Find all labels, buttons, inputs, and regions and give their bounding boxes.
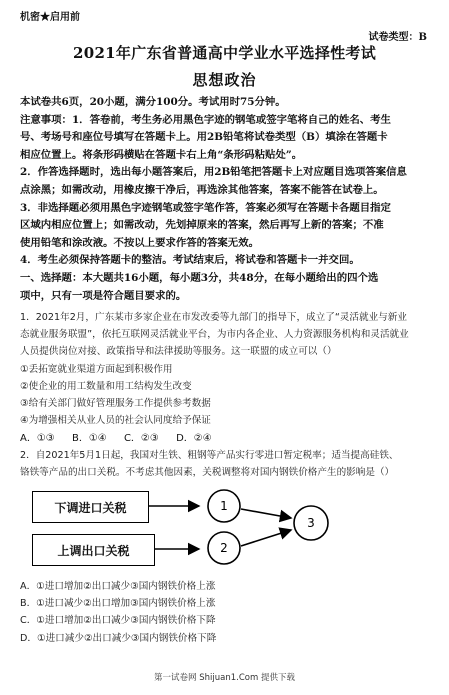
confidential-label: 机密★启用前 — [20, 12, 80, 23]
q1-item-1: ①丢拓宽就业渠道方面起到积极作用 — [20, 363, 173, 375]
note-1-line-1: 注意事项：1．答卷前，考生务必用黑色字迹的钢笔或签字笔将自己的姓名、考生 — [20, 113, 391, 126]
q1-item-3: ③给有关部门做好管理服务工作提供参考数据 — [20, 398, 211, 410]
arrow-circle2-to-circle3 — [241, 530, 291, 546]
q1-stem-line-1: 1．2021年2月，广东某市多家企业在市发改委等九部门的指导下，成立了“灵活就业与新业 — [20, 312, 407, 323]
q1-option-d[interactable]: D．②④ — [176, 433, 212, 444]
circle-3-label: 3 — [307, 516, 315, 530]
subject-title: 思想政治 — [192, 71, 257, 89]
note-3-line-2: 区域内相应位置上；如需改动，先划掉原来的答案，然后再写上新的答案；不准 — [20, 219, 384, 232]
arrow-circle1-to-circle3 — [241, 509, 291, 518]
box-raise-export-tariff: 上调出口关税 — [32, 534, 155, 566]
q2-option-a[interactable]: A．①进口增加②出口减少③国内钢铁价格上涨 — [20, 581, 216, 592]
q2-options — [20, 578, 432, 647]
note-2-line-2: 点涂黑；如需改动，用橡皮擦干净后，再选涂其他答案，答案不能答在试卷上。 — [20, 183, 384, 196]
q1-option-a[interactable]: A．①③ — [20, 433, 55, 444]
q2-option-c[interactable]: C．①进口增加②出口减少③国内钢铁价格下降 — [20, 615, 216, 627]
note-4-line-1: 4．考生必须保持答题卡的整洁。考试结束后，将试卷和答题卡一并交回。 — [20, 254, 360, 267]
note-1-line-2: 号、考场号和座位号填写在答题卡上。用2B铅笔将试卷类型（B）填涂在答题卡 — [20, 131, 388, 144]
note-2-line-1: 2．作答选择题时，选出每小题答案后，用2B铅笔把答题卡上对应题目选项答案信息 — [20, 166, 407, 179]
circle-1-label: 1 — [220, 499, 228, 513]
section-heading-line-1: 一、选择题：本大题共16小题，每小题3分，共48分，在每小题给出的四个选 — [20, 271, 379, 284]
q2-option-d[interactable]: D．①进口减少②出口减少③国内钢铁价格下降 — [20, 632, 217, 644]
q2-stem-line-1: 2．自2021年5月1日起，我国对生铁、粗钢等产品实行零进口暂定税率；适当提高硅铁、 — [20, 450, 399, 461]
q1-option-c[interactable]: C．②③ — [123, 433, 159, 444]
q1-item-4: ④为增强相关从业人员的社会认同度给予保证 — [20, 415, 211, 427]
q1-stem-line-3: 人员提供岗位对接、政策指导和法律援助等服务。这一联盟的成立可以（） — [20, 346, 337, 358]
q1-stem-line-2: 态就业服务联盟”，依托互联网灵活就业平台，为市内各企业、人力资源服务机构和灵活就业 — [20, 329, 409, 341]
section-heading-line-2: 项中，只有一项是符合题目要求的。 — [20, 289, 187, 302]
q1-item-2: ②使企业的用工数量和用工结构发生改变 — [20, 380, 192, 392]
intro-line: 本试卷共6页，20小题，满分100分。考试用时75分钟。 — [20, 96, 286, 108]
q2-stem-line-2: 铬铁等产品的出口关税。不考虑其他因素，关税调整将对国内钢铁价格产生的影响是（） — [20, 467, 395, 479]
paper-type-label: 试卷类型：B — [368, 32, 427, 43]
q2-option-b[interactable]: B．①进口减少②出口增加③国内钢铁价格上涨 — [20, 598, 216, 610]
q1-option-b[interactable]: B．①④ — [71, 433, 107, 444]
circle-2-label: 2 — [220, 541, 228, 555]
box-lower-import-tariff: 下调进口关税 — [32, 491, 149, 523]
page-footer: 第一试卷网 Shijuan1.Com 提供下载 — [154, 673, 295, 683]
exam-title: 2021年广东省普通高中学业水平选择性考试 — [72, 44, 377, 62]
note-1-line-3: 相应位置上。将条形码横贴在答题卡右上角“条形码粘贴处”。 — [20, 148, 303, 161]
note-3-line-1: 3．非选择题必须用黑色字迹钢笔或签字笔作答，答案必须写在答题卡各题目指定 — [20, 201, 391, 214]
note-3-line-3: 使用铅笔和涂改液。不按以上要求作答的答案无效。 — [20, 236, 259, 249]
